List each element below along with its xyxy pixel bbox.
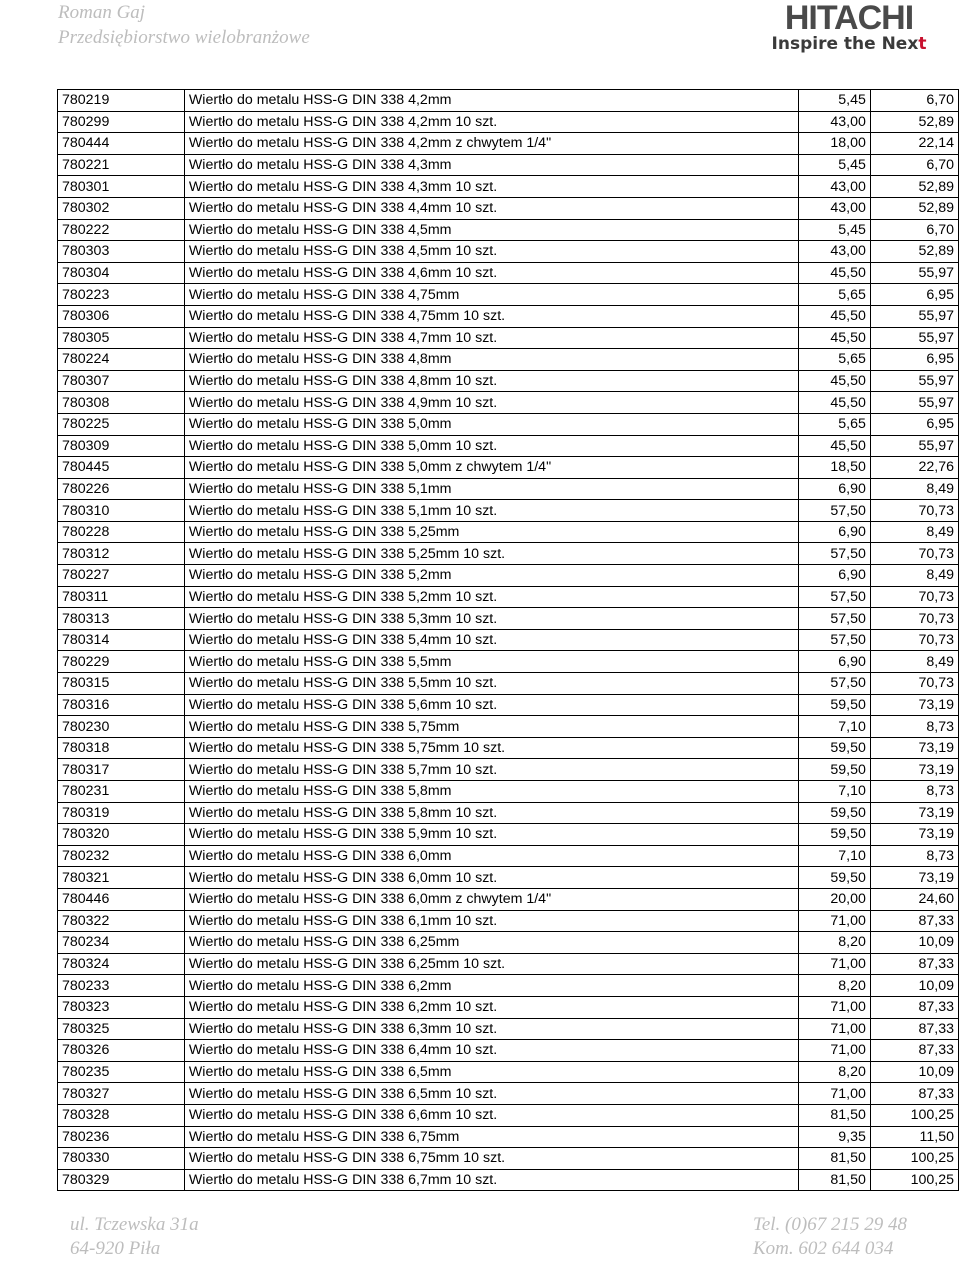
footer-street: ul. Tczewska 31a xyxy=(70,1214,199,1235)
gross-price: 6,95 xyxy=(870,349,958,371)
product-code: 780221 xyxy=(58,154,185,176)
product-code: 780222 xyxy=(58,219,185,241)
product-code: 780328 xyxy=(58,1104,185,1126)
table-row xyxy=(58,694,959,716)
table-row xyxy=(58,392,959,414)
gross-price: 87,33 xyxy=(870,1040,958,1062)
product-name: Wiertło do metalu HSS-G DIN 338 6,7mm 10 szt. xyxy=(184,1169,798,1191)
net-price: 59,50 xyxy=(798,867,870,889)
product-code: 780310 xyxy=(58,500,185,522)
product-code: 780301 xyxy=(58,176,185,198)
gross-price: 73,19 xyxy=(870,694,958,716)
net-price: 5,45 xyxy=(798,90,870,112)
table-row xyxy=(58,1148,959,1170)
product-code: 780322 xyxy=(58,910,185,932)
gross-price: 70,73 xyxy=(870,608,958,630)
table-row xyxy=(58,457,959,479)
net-price: 43,00 xyxy=(798,197,870,219)
gross-price: 87,33 xyxy=(870,953,958,975)
product-name: Wiertło do metalu HSS-G DIN 338 5,0mm 10 szt. xyxy=(184,435,798,457)
table-row xyxy=(58,176,959,198)
product-code: 780446 xyxy=(58,888,185,910)
net-price: 6,90 xyxy=(798,521,870,543)
net-price: 7,10 xyxy=(798,845,870,867)
table-row xyxy=(58,1061,959,1083)
net-price: 45,50 xyxy=(798,392,870,414)
product-name: Wiertło do metalu HSS-G DIN 338 5,0mm xyxy=(184,413,798,435)
product-code: 780228 xyxy=(58,521,185,543)
product-code: 780313 xyxy=(58,608,185,630)
logo-brand: HITACHI xyxy=(784,0,914,37)
net-price: 5,65 xyxy=(798,413,870,435)
net-price: 57,50 xyxy=(798,629,870,651)
product-code: 780306 xyxy=(58,305,185,327)
product-code: 780317 xyxy=(58,759,185,781)
net-price: 43,00 xyxy=(798,241,870,263)
gross-price: 8,49 xyxy=(870,478,958,500)
net-price: 45,50 xyxy=(798,305,870,327)
net-price: 5,45 xyxy=(798,219,870,241)
table-row xyxy=(58,262,959,284)
product-name: Wiertło do metalu HSS-G DIN 338 4,3mm xyxy=(184,154,798,176)
table-row xyxy=(58,716,959,738)
gross-price: 100,25 xyxy=(870,1148,958,1170)
product-name: Wiertło do metalu HSS-G DIN 338 6,2mm xyxy=(184,975,798,997)
table-row xyxy=(58,1169,959,1191)
net-price: 9,35 xyxy=(798,1126,870,1148)
net-price: 43,00 xyxy=(798,111,870,133)
gross-price: 73,19 xyxy=(870,759,958,781)
product-name: Wiertło do metalu HSS-G DIN 338 5,75mm xyxy=(184,716,798,738)
table-row xyxy=(58,241,959,263)
gross-price: 73,19 xyxy=(870,737,958,759)
table-row xyxy=(58,435,959,457)
net-price: 7,10 xyxy=(798,781,870,803)
product-code: 780311 xyxy=(58,586,185,608)
product-name: Wiertło do metalu HSS-G DIN 338 6,75mm xyxy=(184,1126,798,1148)
net-price: 6,90 xyxy=(798,651,870,673)
product-code: 780308 xyxy=(58,392,185,414)
net-price: 71,00 xyxy=(798,1040,870,1062)
table-row xyxy=(58,673,959,695)
product-name: Wiertło do metalu HSS-G DIN 338 4,75mm 10 szt. xyxy=(184,305,798,327)
net-price: 59,50 xyxy=(798,824,870,846)
table-row xyxy=(58,781,959,803)
table-row xyxy=(58,802,959,824)
product-name: Wiertło do metalu HSS-G DIN 338 6,5mm xyxy=(184,1061,798,1083)
product-name: Wiertło do metalu HSS-G DIN 338 6,0mm xyxy=(184,845,798,867)
product-name: Wiertło do metalu HSS-G DIN 338 6,2mm 10 szt. xyxy=(184,996,798,1018)
gross-price: 55,97 xyxy=(870,327,958,349)
product-code: 780299 xyxy=(58,111,185,133)
product-name: Wiertło do metalu HSS-G DIN 338 4,5mm xyxy=(184,219,798,241)
product-name: Wiertło do metalu HSS-G DIN 338 6,1mm 10 szt. xyxy=(184,910,798,932)
product-code: 780302 xyxy=(58,197,185,219)
net-price: 57,50 xyxy=(798,543,870,565)
product-code: 780230 xyxy=(58,716,185,738)
footer-address xyxy=(70,1213,199,1261)
product-code: 780312 xyxy=(58,543,185,565)
table-row xyxy=(58,565,959,587)
table-row xyxy=(58,953,959,975)
gross-price: 87,33 xyxy=(870,1018,958,1040)
footer-contact xyxy=(753,1213,907,1261)
product-name: Wiertło do metalu HSS-G DIN 338 6,0mm z chwytem 1/4" xyxy=(184,888,798,910)
logo-tagline-accent: t xyxy=(918,34,927,54)
table-row xyxy=(58,1018,959,1040)
gross-price: 10,09 xyxy=(870,975,958,997)
logo-tagline-main: Inspire the Nex xyxy=(771,34,919,54)
table-row xyxy=(58,133,959,155)
product-name: Wiertło do metalu HSS-G DIN 338 4,75mm xyxy=(184,284,798,306)
footer-mobile: Kom. 602 644 034 xyxy=(753,1238,894,1259)
table-row xyxy=(58,197,959,219)
net-price: 57,50 xyxy=(798,673,870,695)
gross-price: 8,73 xyxy=(870,716,958,738)
product-name: Wiertło do metalu HSS-G DIN 338 5,9mm 10 szt. xyxy=(184,824,798,846)
product-name: Wiertło do metalu HSS-G DIN 338 4,8mm 10 szt. xyxy=(184,370,798,392)
product-code: 780235 xyxy=(58,1061,185,1083)
gross-price: 73,19 xyxy=(870,824,958,846)
gross-price: 70,73 xyxy=(870,543,958,565)
product-code: 780307 xyxy=(58,370,185,392)
table-row xyxy=(58,305,959,327)
product-name: Wiertło do metalu HSS-G DIN 338 4,8mm xyxy=(184,349,798,371)
logo-tagline xyxy=(754,34,944,54)
net-price: 71,00 xyxy=(798,910,870,932)
table-row xyxy=(58,888,959,910)
product-name: Wiertło do metalu HSS-G DIN 338 5,3mm 10 szt. xyxy=(184,608,798,630)
product-name: Wiertło do metalu HSS-G DIN 338 5,5mm 10 szt. xyxy=(184,673,798,695)
price-table-body xyxy=(58,90,959,1191)
table-row xyxy=(58,1083,959,1105)
table-row xyxy=(58,478,959,500)
net-price: 71,00 xyxy=(798,1018,870,1040)
table-row xyxy=(58,284,959,306)
product-code: 780236 xyxy=(58,1126,185,1148)
gross-price: 6,95 xyxy=(870,284,958,306)
product-name: Wiertło do metalu HSS-G DIN 338 4,2mm 10 szt. xyxy=(184,111,798,133)
product-code: 780319 xyxy=(58,802,185,824)
gross-price: 55,97 xyxy=(870,262,958,284)
company-name: Roman Gaj xyxy=(58,2,146,23)
product-name: Wiertło do metalu HSS-G DIN 338 4,7mm 10 szt. xyxy=(184,327,798,349)
net-price: 8,20 xyxy=(798,932,870,954)
gross-price: 6,70 xyxy=(870,90,958,112)
product-name: Wiertło do metalu HSS-G DIN 338 5,1mm 10 szt. xyxy=(184,500,798,522)
product-name: Wiertło do metalu HSS-G DIN 338 6,3mm 10 szt. xyxy=(184,1018,798,1040)
product-code: 780444 xyxy=(58,133,185,155)
net-price: 81,50 xyxy=(798,1104,870,1126)
product-name: Wiertło do metalu HSS-G DIN 338 4,3mm 10 szt. xyxy=(184,176,798,198)
net-price: 8,20 xyxy=(798,1061,870,1083)
gross-price: 100,25 xyxy=(870,1169,958,1191)
product-code: 780305 xyxy=(58,327,185,349)
gross-price: 6,95 xyxy=(870,413,958,435)
net-price: 45,50 xyxy=(798,262,870,284)
net-price: 71,00 xyxy=(798,996,870,1018)
table-row xyxy=(58,867,959,889)
product-code: 780226 xyxy=(58,478,185,500)
net-price: 59,50 xyxy=(798,737,870,759)
table-row xyxy=(58,651,959,673)
product-code: 780234 xyxy=(58,932,185,954)
product-name: Wiertło do metalu HSS-G DIN 338 5,8mm 10 szt. xyxy=(184,802,798,824)
gross-price: 6,70 xyxy=(870,154,958,176)
table-row xyxy=(58,111,959,133)
net-price: 20,00 xyxy=(798,888,870,910)
net-price: 5,45 xyxy=(798,154,870,176)
product-name: Wiertło do metalu HSS-G DIN 338 5,25mm xyxy=(184,521,798,543)
net-price: 6,90 xyxy=(798,565,870,587)
table-row xyxy=(58,910,959,932)
product-name: Wiertło do metalu HSS-G DIN 338 5,2mm 10 szt. xyxy=(184,586,798,608)
net-price: 71,00 xyxy=(798,953,870,975)
net-price: 45,50 xyxy=(798,435,870,457)
product-code: 780330 xyxy=(58,1148,185,1170)
net-price: 8,20 xyxy=(798,975,870,997)
company-header xyxy=(58,0,310,50)
product-code: 780323 xyxy=(58,996,185,1018)
net-price: 6,90 xyxy=(798,478,870,500)
product-code: 780318 xyxy=(58,737,185,759)
product-name: Wiertło do metalu HSS-G DIN 338 5,7mm 10 szt. xyxy=(184,759,798,781)
net-price: 81,50 xyxy=(798,1148,870,1170)
product-name: Wiertło do metalu HSS-G DIN 338 5,4mm 10 szt. xyxy=(184,629,798,651)
gross-price: 24,60 xyxy=(870,888,958,910)
product-code: 780325 xyxy=(58,1018,185,1040)
table-row xyxy=(58,586,959,608)
product-code: 780314 xyxy=(58,629,185,651)
product-code: 780327 xyxy=(58,1083,185,1105)
product-name: Wiertło do metalu HSS-G DIN 338 5,5mm xyxy=(184,651,798,673)
product-code: 780231 xyxy=(58,781,185,803)
product-code: 780304 xyxy=(58,262,185,284)
product-name: Wiertło do metalu HSS-G DIN 338 4,2mm xyxy=(184,90,798,112)
product-name: Wiertło do metalu HSS-G DIN 338 4,4mm 10 szt. xyxy=(184,197,798,219)
gross-price: 8,49 xyxy=(870,651,958,673)
product-name: Wiertło do metalu HSS-G DIN 338 5,2mm xyxy=(184,565,798,587)
product-code: 780233 xyxy=(58,975,185,997)
product-code: 780224 xyxy=(58,349,185,371)
gross-price: 55,97 xyxy=(870,392,958,414)
product-name: Wiertło do metalu HSS-G DIN 338 4,9mm 10 szt. xyxy=(184,392,798,414)
product-code: 780309 xyxy=(58,435,185,457)
net-price: 45,50 xyxy=(798,327,870,349)
gross-price: 22,14 xyxy=(870,133,958,155)
net-price: 59,50 xyxy=(798,802,870,824)
net-price: 43,00 xyxy=(798,176,870,198)
product-name: Wiertło do metalu HSS-G DIN 338 5,8mm xyxy=(184,781,798,803)
product-code: 780324 xyxy=(58,953,185,975)
product-name: Wiertło do metalu HSS-G DIN 338 6,0mm 10 szt. xyxy=(184,867,798,889)
table-row xyxy=(58,413,959,435)
product-code: 780303 xyxy=(58,241,185,263)
net-price: 7,10 xyxy=(798,716,870,738)
product-code: 780225 xyxy=(58,413,185,435)
net-price: 81,50 xyxy=(798,1169,870,1191)
product-code: 780232 xyxy=(58,845,185,867)
gross-price: 87,33 xyxy=(870,910,958,932)
gross-price: 87,33 xyxy=(870,996,958,1018)
table-row xyxy=(58,996,959,1018)
product-code: 780219 xyxy=(58,90,185,112)
net-price: 57,50 xyxy=(798,586,870,608)
table-row xyxy=(58,327,959,349)
gross-price: 6,70 xyxy=(870,219,958,241)
gross-price: 52,89 xyxy=(870,241,958,263)
gross-price: 52,89 xyxy=(870,111,958,133)
product-name: Wiertło do metalu HSS-G DIN 338 6,5mm 10 szt. xyxy=(184,1083,798,1105)
net-price: 59,50 xyxy=(798,759,870,781)
table-row xyxy=(58,500,959,522)
table-row xyxy=(58,759,959,781)
product-name: Wiertło do metalu HSS-G DIN 338 6,25mm 10 szt. xyxy=(184,953,798,975)
product-code: 780223 xyxy=(58,284,185,306)
gross-price: 8,49 xyxy=(870,521,958,543)
table-row xyxy=(58,154,959,176)
product-name: Wiertło do metalu HSS-G DIN 338 5,0mm z chwytem 1/4" xyxy=(184,457,798,479)
net-price: 59,50 xyxy=(798,694,870,716)
gross-price: 87,33 xyxy=(870,1083,958,1105)
product-name: Wiertło do metalu HSS-G DIN 338 5,6mm 10 szt. xyxy=(184,694,798,716)
table-row xyxy=(58,1104,959,1126)
product-name: Wiertło do metalu HSS-G DIN 338 4,6mm 10 szt. xyxy=(184,262,798,284)
gross-price: 55,97 xyxy=(870,370,958,392)
price-table xyxy=(57,89,959,1191)
product-code: 780326 xyxy=(58,1040,185,1062)
gross-price: 22,76 xyxy=(870,457,958,479)
gross-price: 52,89 xyxy=(870,197,958,219)
gross-price: 70,73 xyxy=(870,629,958,651)
table-row xyxy=(58,737,959,759)
product-code: 780445 xyxy=(58,457,185,479)
net-price: 18,50 xyxy=(798,457,870,479)
net-price: 5,65 xyxy=(798,284,870,306)
gross-price: 55,97 xyxy=(870,435,958,457)
gross-price: 8,49 xyxy=(870,565,958,587)
product-name: Wiertło do metalu HSS-G DIN 338 6,75mm 10 szt. xyxy=(184,1148,798,1170)
gross-price: 70,73 xyxy=(870,673,958,695)
product-code: 780315 xyxy=(58,673,185,695)
product-name: Wiertło do metalu HSS-G DIN 338 5,1mm xyxy=(184,478,798,500)
table-row xyxy=(58,629,959,651)
table-row xyxy=(58,932,959,954)
product-code: 780316 xyxy=(58,694,185,716)
product-code: 780321 xyxy=(58,867,185,889)
table-row xyxy=(58,90,959,112)
gross-price: 52,89 xyxy=(870,176,958,198)
product-name: Wiertło do metalu HSS-G DIN 338 5,25mm 10 szt. xyxy=(184,543,798,565)
hitachi-logo xyxy=(754,2,944,56)
gross-price: 10,09 xyxy=(870,932,958,954)
product-name: Wiertło do metalu HSS-G DIN 338 4,2mm z chwytem 1/4" xyxy=(184,133,798,155)
footer-city: 64-920 Piła xyxy=(70,1238,161,1259)
product-name: Wiertło do metalu HSS-G DIN 338 6,25mm xyxy=(184,932,798,954)
footer-phone: Tel. (0)67 215 29 48 xyxy=(753,1214,907,1235)
gross-price: 70,73 xyxy=(870,586,958,608)
gross-price: 8,73 xyxy=(870,845,958,867)
gross-price: 70,73 xyxy=(870,500,958,522)
product-name: Wiertło do metalu HSS-G DIN 338 6,6mm 10 szt. xyxy=(184,1104,798,1126)
table-row xyxy=(58,219,959,241)
gross-price: 73,19 xyxy=(870,802,958,824)
table-row xyxy=(58,608,959,630)
product-name: Wiertło do metalu HSS-G DIN 338 5,75mm 10 szt. xyxy=(184,737,798,759)
net-price: 5,65 xyxy=(798,349,870,371)
gross-price: 55,97 xyxy=(870,305,958,327)
gross-price: 8,73 xyxy=(870,781,958,803)
company-description: Przedsiębiorstwo wielobranżowe xyxy=(58,27,310,48)
product-code: 780229 xyxy=(58,651,185,673)
product-code: 780320 xyxy=(58,824,185,846)
table-row xyxy=(58,824,959,846)
gross-price: 11,50 xyxy=(870,1126,958,1148)
net-price: 71,00 xyxy=(798,1083,870,1105)
table-row xyxy=(58,845,959,867)
table-row xyxy=(58,543,959,565)
net-price: 57,50 xyxy=(798,608,870,630)
table-row xyxy=(58,349,959,371)
table-row xyxy=(58,975,959,997)
product-code: 780329 xyxy=(58,1169,185,1191)
table-row xyxy=(58,521,959,543)
gross-price: 100,25 xyxy=(870,1104,958,1126)
product-name: Wiertło do metalu HSS-G DIN 338 6,4mm 10 szt. xyxy=(184,1040,798,1062)
net-price: 57,50 xyxy=(798,500,870,522)
product-name: Wiertło do metalu HSS-G DIN 338 4,5mm 10 szt. xyxy=(184,241,798,263)
gross-price: 73,19 xyxy=(870,867,958,889)
gross-price: 10,09 xyxy=(870,1061,958,1083)
net-price: 45,50 xyxy=(798,370,870,392)
table-row xyxy=(58,1126,959,1148)
net-price: 18,00 xyxy=(798,133,870,155)
product-code: 780227 xyxy=(58,565,185,587)
table-row xyxy=(58,370,959,392)
table-row xyxy=(58,1040,959,1062)
